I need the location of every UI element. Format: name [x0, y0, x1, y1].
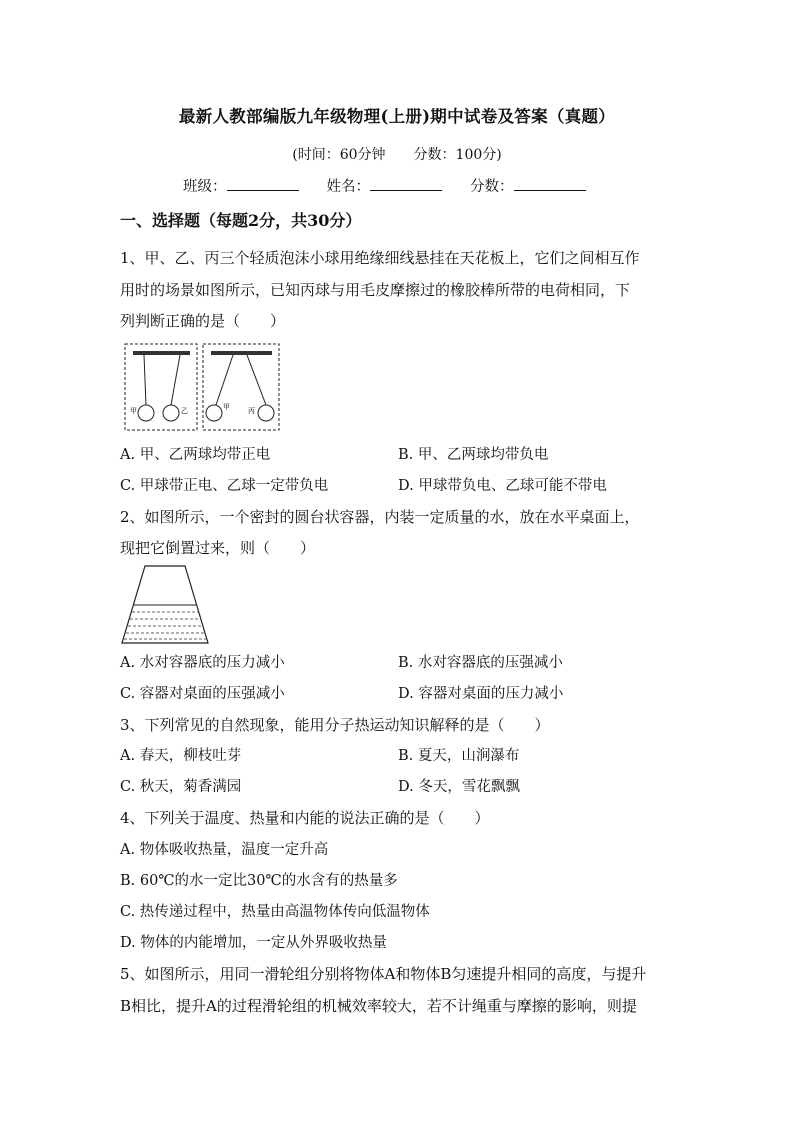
fig-label-jia-2: 甲 — [223, 403, 230, 411]
exam-subtitle: (时间：60分钟 分数：100分) — [292, 147, 502, 163]
q1-line-2: 用时的场景如图所示，已知丙球与用毛皮摩擦过的橡胶棒所带的电荷相同，下 — [120, 281, 631, 299]
q1-line-1: 1、甲、乙、丙三个轻质泡沫小球用绝缘细线悬挂在天花板上，它们之间相互作 — [120, 249, 640, 267]
q3-option-a: A. 春天，柳枝吐芽 — [120, 748, 242, 764]
fig-label-bing: 丙 — [248, 407, 255, 415]
q3-option-d: D. 冬天，雪花飘飘 — [398, 779, 520, 795]
q4-option-c: C. 热传递过程中，热量由高温物体传向低温物体 — [120, 904, 430, 920]
q2-option-a: A. 水对容器底的压力减小 — [120, 655, 285, 671]
q4-option-d: D. 物体的内能增加，一定从外界吸收热量 — [120, 935, 387, 951]
q2-line-2: 现把它倒置过来，则（ ） — [120, 539, 316, 557]
fig-label-yi: 乙 — [181, 407, 188, 415]
name-label: 姓名： — [326, 179, 370, 195]
q1-option-b: B. 甲、乙两球均带负电 — [398, 447, 549, 463]
score-label: 分数： — [470, 179, 514, 195]
class-label: 班级： — [183, 179, 227, 195]
section-title: 一、选择题（每题2分，共30分） — [120, 211, 362, 230]
name-blank[interactable] — [370, 176, 442, 191]
q2-option-d: D. 容器对桌面的压力减小 — [398, 686, 564, 702]
q2-option-c: C. 容器对桌面的压强减小 — [120, 686, 285, 702]
q1-option-a: A. 甲、乙两球均带正电 — [120, 447, 271, 463]
q4-option-a: A. 物体吸收热量，温度一定升高 — [120, 842, 329, 858]
q3-option-c: C. 秋天，菊香满园 — [120, 779, 242, 795]
fig-label-jia-1: 甲 — [130, 407, 137, 415]
q5-line-2: B相比，提升A的过程滑轮组的机械效率较大，若不计绳重与摩擦的影响，则提 — [120, 997, 637, 1015]
q1-figure-hanging-balls — [124, 342, 282, 432]
q5-line-1: 5、如图所示，用同一滑轮组分别将物体A和物体B匀速提升相同的高度，与提升 — [120, 965, 647, 983]
class-blank[interactable] — [227, 176, 299, 191]
q4-option-b: B. 60℃的水一定比30℃的水含有的热量多 — [120, 873, 398, 889]
score-blank[interactable] — [514, 176, 586, 191]
student-info-row — [183, 175, 614, 196]
q1-option-d: D. 甲球带负电、乙球可能不带电 — [398, 478, 607, 494]
q3-option-b: B. 夏天，山涧瀑布 — [398, 748, 520, 764]
q1-option-c: C. 甲球带正电、乙球一定带负电 — [120, 478, 329, 494]
q2-figure-frustum-container — [120, 563, 210, 645]
q1-line-3: 列判断正确的是（ ） — [120, 312, 286, 330]
exam-title: 最新人教部编版九年级物理(上册)期中试卷及答案（真题） — [178, 107, 616, 126]
q3-line-1: 3、下列常见的自然现象，能用分子热运动知识解释的是（ ） — [120, 716, 550, 734]
q2-line-1: 2、如图所示，一个密封的圆台状容器，内装一定质量的水，放在水平桌面上， — [120, 508, 640, 526]
q4-line-1: 4、下列关于温度、热量和内能的说法正确的是（ ） — [120, 809, 490, 827]
q2-option-b: B. 水对容器底的压强减小 — [398, 655, 563, 671]
